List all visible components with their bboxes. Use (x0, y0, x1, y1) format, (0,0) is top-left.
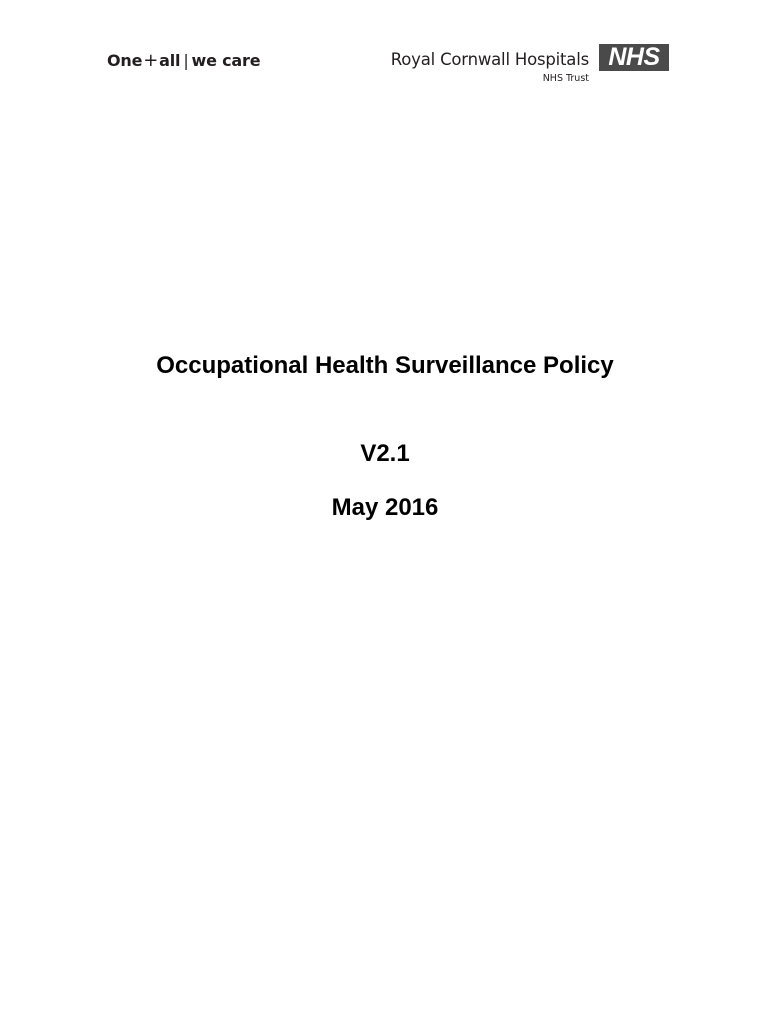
tagline-all: all (159, 51, 181, 70)
organisation-subtitle: NHS Trust (542, 73, 589, 84)
organisation-name: Royal Cornwall Hospitals (390, 50, 589, 69)
document-date: May 2016 (331, 494, 439, 521)
tagline-logo (107, 50, 260, 71)
tagline-separator: | (183, 51, 189, 70)
nhs-logo: NHS (599, 44, 669, 71)
tagline-plus: + (143, 50, 159, 71)
tagline-we-care: we care (191, 51, 261, 70)
document-title: Occupational Health Surveillance Policy (156, 352, 614, 379)
organisation-row (391, 44, 669, 76)
organisation-logo (391, 44, 669, 84)
tagline-one: One (107, 51, 143, 70)
document-version: V2.1 (360, 440, 410, 467)
